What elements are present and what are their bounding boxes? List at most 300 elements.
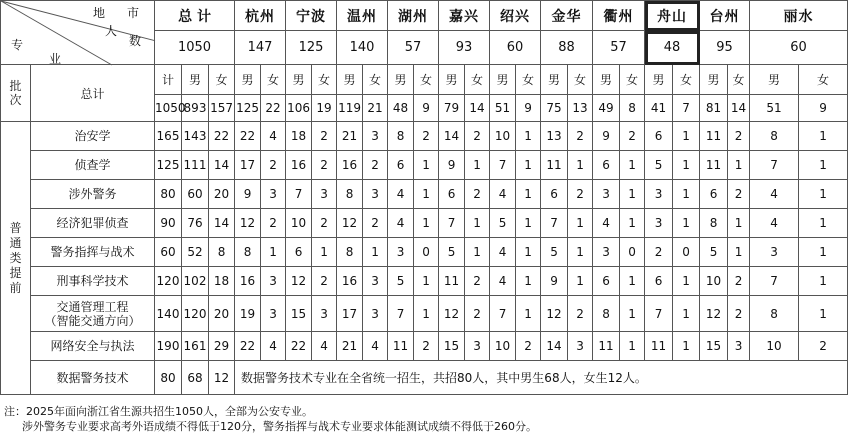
quota-cell: 120 xyxy=(182,296,209,332)
quota-cell: 1 xyxy=(414,267,439,296)
quota-cell: 2 xyxy=(568,296,593,332)
quota-cell: 10 xyxy=(490,122,516,151)
quota-cell: 7 xyxy=(388,296,414,332)
quota-cell: 1 xyxy=(799,238,848,267)
city-name-9: 台州 xyxy=(700,1,750,31)
col-header-nv: 女 xyxy=(414,65,439,95)
quota-cell: 80 xyxy=(155,361,182,395)
quota-cell: 0 xyxy=(620,238,645,267)
major-row xyxy=(1,122,848,151)
major-row xyxy=(1,151,848,180)
category-label xyxy=(1,122,31,395)
totals-cell: 48 xyxy=(388,95,414,122)
totals-cell: 13 xyxy=(568,95,593,122)
quota-cell: 140 xyxy=(155,296,182,332)
corner-label-zhuan: 专 xyxy=(11,38,24,52)
footnote-line-1: 注：2025年面向浙江省生源共招生1050人，全部为公安专业。 xyxy=(4,405,313,418)
quota-cell: 5 xyxy=(490,209,516,238)
major-name xyxy=(31,332,155,361)
city-name-10: 丽水 xyxy=(750,1,848,31)
batch-label-char: 批 xyxy=(9,79,22,93)
quota-cell: 16 xyxy=(286,151,312,180)
quota-cell: 3 xyxy=(312,180,337,209)
quota-cell: 6 xyxy=(439,180,465,209)
quota-cell: 2 xyxy=(363,151,388,180)
quota-cell: 2 xyxy=(728,122,750,151)
quota-cell: 7 xyxy=(286,180,312,209)
quota-cell: 2 xyxy=(728,296,750,332)
major-row-data-policing xyxy=(1,361,848,395)
city-name-1: 宁波 xyxy=(286,1,337,31)
major-name: 数据警务技术 xyxy=(31,361,155,395)
quota-cell: 7 xyxy=(439,209,465,238)
quota-cell: 125 xyxy=(155,151,182,180)
quota-cell: 6 xyxy=(541,180,568,209)
city-total-9: 95 xyxy=(700,31,750,65)
quota-cell: 7 xyxy=(645,296,673,332)
quota-cell: 15 xyxy=(700,332,728,361)
totals-cell: 8 xyxy=(620,95,645,122)
quota-cell: 3 xyxy=(261,180,286,209)
totals-cell: 106 xyxy=(286,95,312,122)
quota-cell: 1 xyxy=(673,122,700,151)
city-total-3: 57 xyxy=(388,31,439,65)
col-header-nv: 女 xyxy=(312,65,337,95)
col-header-nan: 男 xyxy=(235,65,261,95)
quota-cell: 12 xyxy=(286,267,312,296)
quota-cell: 0 xyxy=(673,238,700,267)
quota-cell: 1 xyxy=(516,238,541,267)
quota-cell: 2 xyxy=(799,332,848,361)
footnote xyxy=(4,404,846,434)
quota-cell: 2 xyxy=(620,122,645,151)
quota-cell: 2 xyxy=(261,151,286,180)
quota-cell: 2 xyxy=(568,180,593,209)
quota-cell: 3 xyxy=(593,180,620,209)
quota-cell: 4 xyxy=(388,180,414,209)
col-header-ji: 计 xyxy=(155,65,182,95)
quota-cell: 1 xyxy=(620,267,645,296)
major-name-line: 经济犯罪侦查 xyxy=(56,216,129,230)
quota-cell: 6 xyxy=(388,151,414,180)
city-total-8: 48 xyxy=(645,31,700,65)
quota-cell: 4 xyxy=(388,209,414,238)
quota-cell: 2 xyxy=(465,122,490,151)
major-row xyxy=(1,296,848,332)
totals-cell: 9 xyxy=(414,95,439,122)
quota-cell: 11 xyxy=(541,151,568,180)
quota-cell: 60 xyxy=(155,238,182,267)
quota-cell: 10 xyxy=(750,332,799,361)
quota-cell: 3 xyxy=(261,267,286,296)
quota-cell: 5 xyxy=(645,151,673,180)
subtotal-label: 总计 xyxy=(31,65,155,122)
quota-cell: 21 xyxy=(337,332,363,361)
major-name-line: 警务指挥与战术 xyxy=(50,245,135,259)
quota-cell: 4 xyxy=(363,332,388,361)
totals-cell: 79 xyxy=(439,95,465,122)
quota-cell: 3 xyxy=(363,296,388,332)
col-header-nv: 女 xyxy=(465,65,490,95)
totals-cell: 19 xyxy=(312,95,337,122)
quota-cell: 68 xyxy=(182,361,209,395)
quota-cell: 12 xyxy=(700,296,728,332)
quota-cell: 143 xyxy=(182,122,209,151)
city-total-4: 93 xyxy=(439,31,490,65)
header-total-label: 总 计 xyxy=(155,1,235,31)
batch-label xyxy=(1,65,31,122)
quota-cell: 1 xyxy=(728,238,750,267)
quota-cell: 2 xyxy=(261,209,286,238)
quota-cell: 9 xyxy=(235,180,261,209)
quota-cell: 5 xyxy=(439,238,465,267)
major-name-line: 网络安全与执法 xyxy=(50,339,135,353)
quota-cell: 11 xyxy=(700,122,728,151)
quota-cell: 9 xyxy=(541,267,568,296)
col-header-nv: 女 xyxy=(261,65,286,95)
totals-cell: 49 xyxy=(593,95,620,122)
quota-cell: 102 xyxy=(182,267,209,296)
category-label-char: 类 xyxy=(9,250,22,265)
batch-label-char: 次 xyxy=(9,93,22,107)
quota-cell: 1 xyxy=(673,209,700,238)
footnote-line-2: 涉外警务专业要求高考外语成绩不得低于120分，警务指挥与战术专业要求体能测试成绩不得低于260分。 xyxy=(22,420,537,433)
quota-cell: 20 xyxy=(209,296,235,332)
quota-cell: 8 xyxy=(337,180,363,209)
quota-cell: 3 xyxy=(388,238,414,267)
quota-cell: 1 xyxy=(568,151,593,180)
quota-cell: 1 xyxy=(620,332,645,361)
quota-cell: 1 xyxy=(414,180,439,209)
quota-cell: 1 xyxy=(516,151,541,180)
quota-cell: 1 xyxy=(728,151,750,180)
col-header-nv: 女 xyxy=(728,65,750,95)
quota-cell: 6 xyxy=(286,238,312,267)
totals-cell: 9 xyxy=(516,95,541,122)
quota-cell: 5 xyxy=(541,238,568,267)
quota-cell: 161 xyxy=(182,332,209,361)
totals-cell: 125 xyxy=(235,95,261,122)
quota-cell: 60 xyxy=(182,180,209,209)
quota-cell: 10 xyxy=(700,267,728,296)
quota-cell: 14 xyxy=(439,122,465,151)
quota-cell: 1 xyxy=(673,267,700,296)
quota-cell: 3 xyxy=(645,209,673,238)
quota-cell: 9 xyxy=(593,122,620,151)
totals-cell: 14 xyxy=(728,95,750,122)
quota-cell: 15 xyxy=(286,296,312,332)
totals-cell: 7 xyxy=(673,95,700,122)
quota-cell: 12 xyxy=(541,296,568,332)
city-name-7: 衢州 xyxy=(593,1,645,31)
corner-header-cell xyxy=(1,1,155,65)
quota-cell: 1 xyxy=(465,151,490,180)
totals-cell: 893 xyxy=(182,95,209,122)
major-row xyxy=(1,180,848,209)
quota-cell: 1 xyxy=(465,238,490,267)
quota-cell: 3 xyxy=(363,180,388,209)
quota-cell: 8 xyxy=(750,122,799,151)
major-name xyxy=(31,238,155,267)
quota-cell: 12 xyxy=(439,296,465,332)
province-wide-note: 数据警务技术专业在全省统一招生，共招80人，其中男生68人，女生12人。 xyxy=(235,361,848,395)
quota-cell: 11 xyxy=(439,267,465,296)
col-header-nv: 女 xyxy=(620,65,645,95)
quota-cell: 1 xyxy=(673,180,700,209)
quota-cell: 7 xyxy=(490,151,516,180)
quota-cell: 7 xyxy=(490,296,516,332)
quota-cell: 2 xyxy=(568,122,593,151)
quota-cell: 18 xyxy=(209,267,235,296)
quota-cell: 4 xyxy=(593,209,620,238)
quota-cell: 14 xyxy=(209,209,235,238)
quota-cell: 3 xyxy=(593,238,620,267)
quota-cell: 12 xyxy=(235,209,261,238)
quota-cell: 1 xyxy=(516,122,541,151)
major-name-line: 刑事科学技术 xyxy=(56,274,129,288)
quota-cell: 2 xyxy=(465,180,490,209)
quota-cell: 2 xyxy=(728,267,750,296)
col-header-nan: 男 xyxy=(645,65,673,95)
quota-cell: 16 xyxy=(337,151,363,180)
quota-cell: 111 xyxy=(182,151,209,180)
corner-label-shi: 市 xyxy=(127,6,140,20)
category-label-char: 普 xyxy=(9,220,22,235)
quota-cell: 1 xyxy=(673,296,700,332)
quota-cell: 3 xyxy=(568,332,593,361)
quota-cell: 3 xyxy=(645,180,673,209)
col-header-nan: 男 xyxy=(337,65,363,95)
major-name-line: 治安学 xyxy=(74,129,111,143)
totals-cell: 81 xyxy=(700,95,728,122)
col-header-nv: 女 xyxy=(673,65,700,95)
major-name-line: 交通管理工程 xyxy=(56,299,129,314)
quota-cell: 8 xyxy=(388,122,414,151)
quota-cell: 4 xyxy=(490,180,516,209)
quota-cell: 4 xyxy=(750,180,799,209)
quota-cell: 2 xyxy=(516,332,541,361)
totals-cell: 14 xyxy=(465,95,490,122)
quota-cell: 6 xyxy=(645,267,673,296)
quota-cell: 1 xyxy=(414,296,439,332)
quota-cell: 15 xyxy=(439,332,465,361)
major-name xyxy=(31,151,155,180)
quota-cell: 190 xyxy=(155,332,182,361)
col-header-nan: 男 xyxy=(439,65,465,95)
col-header-nan: 男 xyxy=(750,65,799,95)
quota-cell: 5 xyxy=(700,238,728,267)
quota-cell: 1 xyxy=(799,296,848,332)
quota-cell: 4 xyxy=(490,267,516,296)
totals-cell: 41 xyxy=(645,95,673,122)
city-total-1: 125 xyxy=(286,31,337,65)
quota-cell: 2 xyxy=(414,332,439,361)
quota-cell: 7 xyxy=(750,267,799,296)
corner-label-ren: 人 xyxy=(105,24,118,38)
city-total-0: 147 xyxy=(235,31,286,65)
city-name-0: 杭州 xyxy=(235,1,286,31)
quota-cell: 3 xyxy=(728,332,750,361)
totals-cell: 51 xyxy=(490,95,516,122)
quota-cell: 1 xyxy=(516,180,541,209)
totals-cell: 51 xyxy=(750,95,799,122)
quota-cell: 11 xyxy=(645,332,673,361)
quota-cell: 3 xyxy=(363,122,388,151)
quota-cell: 8 xyxy=(593,296,620,332)
quota-cell: 22 xyxy=(235,122,261,151)
col-header-nan: 男 xyxy=(490,65,516,95)
quota-cell: 11 xyxy=(700,151,728,180)
quota-cell: 1 xyxy=(568,238,593,267)
totals-cell: 21 xyxy=(363,95,388,122)
totals-cell: 9 xyxy=(799,95,848,122)
col-header-nan: 男 xyxy=(286,65,312,95)
quota-cell: 5 xyxy=(388,267,414,296)
major-row xyxy=(1,209,848,238)
quota-cell: 1 xyxy=(620,209,645,238)
quota-cell: 8 xyxy=(750,296,799,332)
quota-cell: 22 xyxy=(209,122,235,151)
quota-cell: 2 xyxy=(414,122,439,151)
category-label-char: 通 xyxy=(9,235,22,250)
quota-cell: 10 xyxy=(286,209,312,238)
quota-cell: 14 xyxy=(209,151,235,180)
subheader-row-gender xyxy=(1,65,848,95)
quota-cell: 120 xyxy=(155,267,182,296)
quota-cell: 6 xyxy=(593,267,620,296)
major-name xyxy=(31,267,155,296)
quota-cell: 7 xyxy=(541,209,568,238)
quota-cell: 2 xyxy=(312,209,337,238)
city-total-2: 140 xyxy=(337,31,388,65)
quota-cell: 11 xyxy=(388,332,414,361)
quota-cell: 16 xyxy=(337,267,363,296)
major-name xyxy=(31,296,155,332)
quota-cell: 2 xyxy=(312,151,337,180)
quota-cell: 1 xyxy=(568,209,593,238)
quota-cell: 13 xyxy=(541,122,568,151)
quota-cell: 11 xyxy=(593,332,620,361)
quota-cell: 10 xyxy=(490,332,516,361)
quota-cell: 3 xyxy=(261,296,286,332)
quota-cell: 4 xyxy=(261,332,286,361)
city-total-10: 60 xyxy=(750,31,848,65)
header-row-cities xyxy=(1,1,848,31)
quota-cell: 1 xyxy=(673,332,700,361)
quota-cell: 1 xyxy=(620,180,645,209)
city-name-2: 温州 xyxy=(337,1,388,31)
quota-cell: 14 xyxy=(541,332,568,361)
quota-cell: 7 xyxy=(750,151,799,180)
city-name-5: 绍兴 xyxy=(490,1,541,31)
corner-label-shu: 数 xyxy=(129,34,142,48)
quota-cell: 6 xyxy=(593,151,620,180)
quota-cell: 165 xyxy=(155,122,182,151)
city-total-6: 88 xyxy=(541,31,593,65)
quota-cell: 1 xyxy=(568,267,593,296)
col-header-nv: 女 xyxy=(568,65,593,95)
totals-cell: 1050 xyxy=(155,95,182,122)
city-total-5: 60 xyxy=(490,31,541,65)
totals-cell: 157 xyxy=(209,95,235,122)
major-name-line: （智能交通方向） xyxy=(44,313,141,328)
major-row xyxy=(1,238,848,267)
quota-cell: 1 xyxy=(620,151,645,180)
major-name xyxy=(31,209,155,238)
quota-cell: 2 xyxy=(645,238,673,267)
quota-cell: 1 xyxy=(799,209,848,238)
major-name xyxy=(31,180,155,209)
grand-total-value: 1050 xyxy=(155,31,235,65)
col-header-nan: 男 xyxy=(182,65,209,95)
corner-label-ye: 业 xyxy=(49,52,62,66)
quota-cell: 3 xyxy=(750,238,799,267)
quota-cell: 19 xyxy=(235,296,261,332)
quota-cell: 29 xyxy=(209,332,235,361)
quota-cell: 3 xyxy=(465,332,490,361)
quota-cell: 0 xyxy=(414,238,439,267)
category-label-char: 前 xyxy=(9,280,22,295)
quota-cell: 1 xyxy=(620,296,645,332)
quota-cell: 90 xyxy=(155,209,182,238)
quota-cell: 1 xyxy=(728,209,750,238)
quota-cell: 3 xyxy=(312,296,337,332)
quota-cell: 20 xyxy=(209,180,235,209)
quota-cell: 17 xyxy=(235,151,261,180)
major-name-line: 涉外警务 xyxy=(68,187,117,201)
quota-cell: 1 xyxy=(414,151,439,180)
city-name-4: 嘉兴 xyxy=(439,1,490,31)
col-header-nv: 女 xyxy=(799,65,848,95)
quota-cell: 6 xyxy=(700,180,728,209)
quota-cell: 1 xyxy=(261,238,286,267)
col-header-nan: 男 xyxy=(593,65,620,95)
quota-cell: 8 xyxy=(235,238,261,267)
quota-cell: 1 xyxy=(312,238,337,267)
totals-cell: 22 xyxy=(261,95,286,122)
quota-cell: 80 xyxy=(155,180,182,209)
quota-cell: 22 xyxy=(235,332,261,361)
quota-cell: 17 xyxy=(337,296,363,332)
quota-cell: 1 xyxy=(673,151,700,180)
quota-cell: 2 xyxy=(312,267,337,296)
quota-cell: 76 xyxy=(182,209,209,238)
quota-cell: 2 xyxy=(728,180,750,209)
col-header-nv: 女 xyxy=(209,65,235,95)
totals-cell: 75 xyxy=(541,95,568,122)
quota-cell: 9 xyxy=(439,151,465,180)
quota-cell: 22 xyxy=(286,332,312,361)
quota-cell: 2 xyxy=(465,267,490,296)
quota-cell: 8 xyxy=(700,209,728,238)
corner-label-di: 地 xyxy=(93,6,106,20)
quota-cell: 12 xyxy=(337,209,363,238)
quota-cell: 12 xyxy=(209,361,235,395)
quota-cell: 18 xyxy=(286,122,312,151)
quota-cell: 8 xyxy=(209,238,235,267)
major-row xyxy=(1,332,848,361)
quota-cell: 2 xyxy=(465,296,490,332)
quota-cell: 4 xyxy=(261,122,286,151)
quota-cell: 1 xyxy=(465,209,490,238)
category-label-char: 提 xyxy=(9,265,22,280)
quota-cell: 1 xyxy=(799,267,848,296)
quota-cell: 3 xyxy=(363,267,388,296)
col-header-nan: 男 xyxy=(700,65,728,95)
quota-cell: 1 xyxy=(799,151,848,180)
col-header-nv: 女 xyxy=(363,65,388,95)
quota-cell: 2 xyxy=(312,122,337,151)
